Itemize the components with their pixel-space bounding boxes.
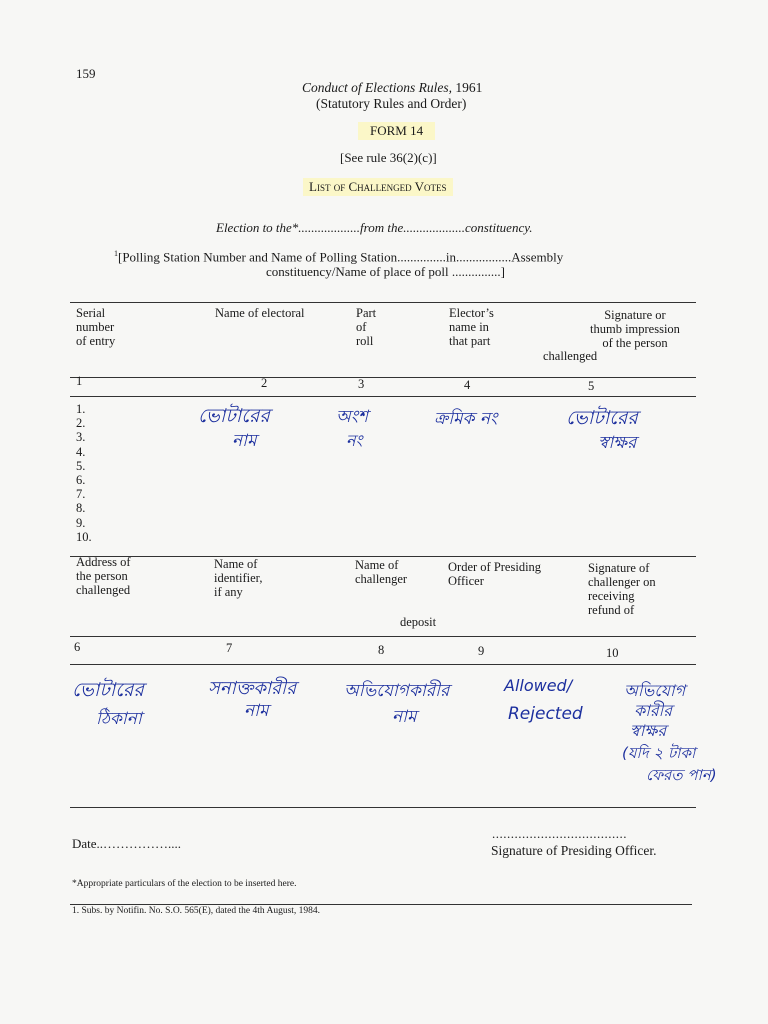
table1-mid-rule: [70, 377, 696, 378]
header-text: of the person: [602, 336, 668, 350]
header-text: Address of: [76, 555, 131, 569]
col-number-8: 8: [378, 643, 385, 657]
handwriting-part: অংশ: [336, 407, 369, 427]
row-number: 5.: [76, 458, 86, 473]
footnote-rule: [70, 904, 692, 905]
table2-header-refund-signature: [588, 561, 656, 617]
presiding-officer-signature-label: Signature of Presiding Officer.: [491, 843, 657, 858]
handwriting-identifier-name-2: নাম: [244, 701, 269, 721]
handwriting-rejected: Rejected: [508, 704, 583, 724]
header-text: identifier,: [214, 571, 263, 585]
handwriting-voter-name: ভোটারের: [198, 405, 270, 427]
table1-header-electoral: [215, 306, 305, 320]
header-text: receiving: [588, 589, 635, 603]
table2-header-address: [76, 555, 131, 597]
header-text: if any: [214, 585, 243, 599]
footnote-marker: 1: [114, 249, 118, 258]
col-number-2: 2: [261, 376, 268, 390]
header-text: roll: [356, 334, 374, 348]
row-number: 3.: [76, 430, 86, 445]
header-text: Part: [356, 306, 377, 320]
table1-header-signature: [590, 308, 680, 350]
handwriting-serial: ক্রমিক নং: [434, 409, 498, 429]
header-text: Signature of: [588, 561, 650, 575]
header-text: thumb impression: [590, 322, 680, 336]
header-text: Name of electoral: [215, 306, 305, 320]
list-title: List of Challenged Votes: [303, 178, 453, 196]
col-number-1: 1: [76, 374, 83, 388]
handwriting-voter-address: ভোটারের: [72, 679, 144, 701]
header-text: Name of: [355, 558, 399, 572]
handwriting-refund-signature-2: কারীর: [634, 701, 673, 720]
polling-station-text: [Polling Station Number and Name of Polling Station...............in.................Assembly: [118, 249, 564, 265]
header-text: of entry: [76, 334, 116, 348]
header-text: Serial: [76, 306, 106, 320]
row-number: 9.: [76, 515, 86, 530]
col-number-4: 4: [464, 378, 471, 392]
handwriting-voter-signature-2: স্বাক্ষর: [598, 433, 637, 453]
header-text: Officer: [448, 574, 484, 588]
table2-header-challenger: [355, 558, 407, 586]
rules-title: [302, 80, 482, 96]
header-text: of: [356, 320, 367, 334]
handwriting-challenger-name-2: নাম: [392, 707, 417, 727]
rules-year: 1961: [451, 80, 483, 95]
table1-header-challenged: challenged: [543, 349, 598, 363]
header-text: Order of Presiding: [448, 560, 542, 574]
see-rule: [See rule 36(2)(c)]: [340, 150, 437, 165]
signature-line: ....................................: [492, 826, 627, 841]
handwriting-voter-signature: ভোটারের: [566, 407, 638, 429]
header-text: the person: [76, 569, 128, 583]
header-text: Name of: [214, 557, 258, 571]
handwriting-allowed: Allowed/: [504, 676, 573, 695]
rules-title-italic: Conduct of Elections Rules,: [302, 80, 452, 95]
row-number: 10.: [76, 529, 92, 544]
table1-rows-rule: [70, 396, 696, 397]
col-number-7: 7: [226, 641, 233, 655]
header-text: challenger on: [588, 575, 656, 589]
row-numbers: [76, 402, 92, 544]
table2-header-identifier: [214, 557, 262, 599]
election-line: Election to the*...................from the...................constituency.: [216, 220, 533, 235]
page-number: 159: [76, 66, 96, 81]
col-number-5: 5: [588, 379, 595, 393]
table2-header-order: [448, 560, 541, 588]
table1-header-part: [356, 306, 376, 348]
col-number-10: 10: [606, 646, 619, 660]
table1-top-rule: [70, 302, 696, 303]
col-number-3: 3: [358, 377, 365, 391]
row-number: 6.: [76, 473, 86, 488]
table2-header-deposit: deposit: [400, 615, 437, 629]
handwriting-challenger-name: অভিযোগকারীর: [344, 681, 450, 701]
handwriting-refund-signature: অভিযোগ: [624, 681, 686, 700]
form-number: FORM 14: [358, 122, 435, 140]
handwriting-identifier-name: সনাক্তকারীর: [208, 678, 297, 699]
table1-bottom-rule: [70, 556, 696, 557]
handwriting-refund-note-2: ফেরত পান): [646, 766, 717, 784]
table2-mid-rule: [70, 636, 696, 637]
rules-subtitle: (Statutory Rules and Order): [316, 96, 467, 111]
polling-station-line: [114, 249, 563, 265]
row-number: 2.: [76, 416, 86, 431]
handwriting-part-2: নং: [346, 431, 363, 450]
row-number: 8.: [76, 501, 86, 516]
header-text: challenger: [355, 572, 408, 586]
table1-header-elector: [449, 306, 494, 348]
polling-place-line: constituency/Name of place of poll ...............]: [266, 264, 505, 279]
handwriting-refund-signature-3: স্বাক্ষর: [630, 721, 667, 740]
handwriting-voter-name-2: নাম: [232, 431, 257, 451]
header-text: challenged: [76, 583, 131, 597]
row-number: 7.: [76, 487, 86, 502]
header-text: number: [76, 320, 115, 334]
header-text: Elector’s: [449, 306, 494, 320]
handwriting-voter-address-2: ঠিকানা: [96, 709, 142, 729]
handwriting-refund-note: (যদি ২ টাকা: [622, 744, 696, 762]
col-number-6: 6: [74, 640, 81, 654]
date-field: Date..……………....: [72, 836, 182, 851]
footnote: 1. Subs. by Notifin. No. S.O. 565(E), dated the 4th August, 1984.: [72, 906, 321, 916]
header-text: name in: [449, 320, 489, 334]
row-number: 4.: [76, 444, 86, 459]
header-text: that part: [449, 334, 491, 348]
asterisk-note: *Appropriate particulars of the election to be inserted here.: [72, 879, 297, 889]
table1-header-serial: [76, 306, 115, 348]
col-number-9: 9: [478, 644, 485, 658]
header-text: refund of: [588, 603, 635, 617]
table2-rows-rule: [70, 664, 696, 665]
header-text: Signature or: [604, 308, 666, 322]
row-number: 1.: [76, 402, 86, 416]
table2-bottom-rule: [70, 807, 696, 808]
